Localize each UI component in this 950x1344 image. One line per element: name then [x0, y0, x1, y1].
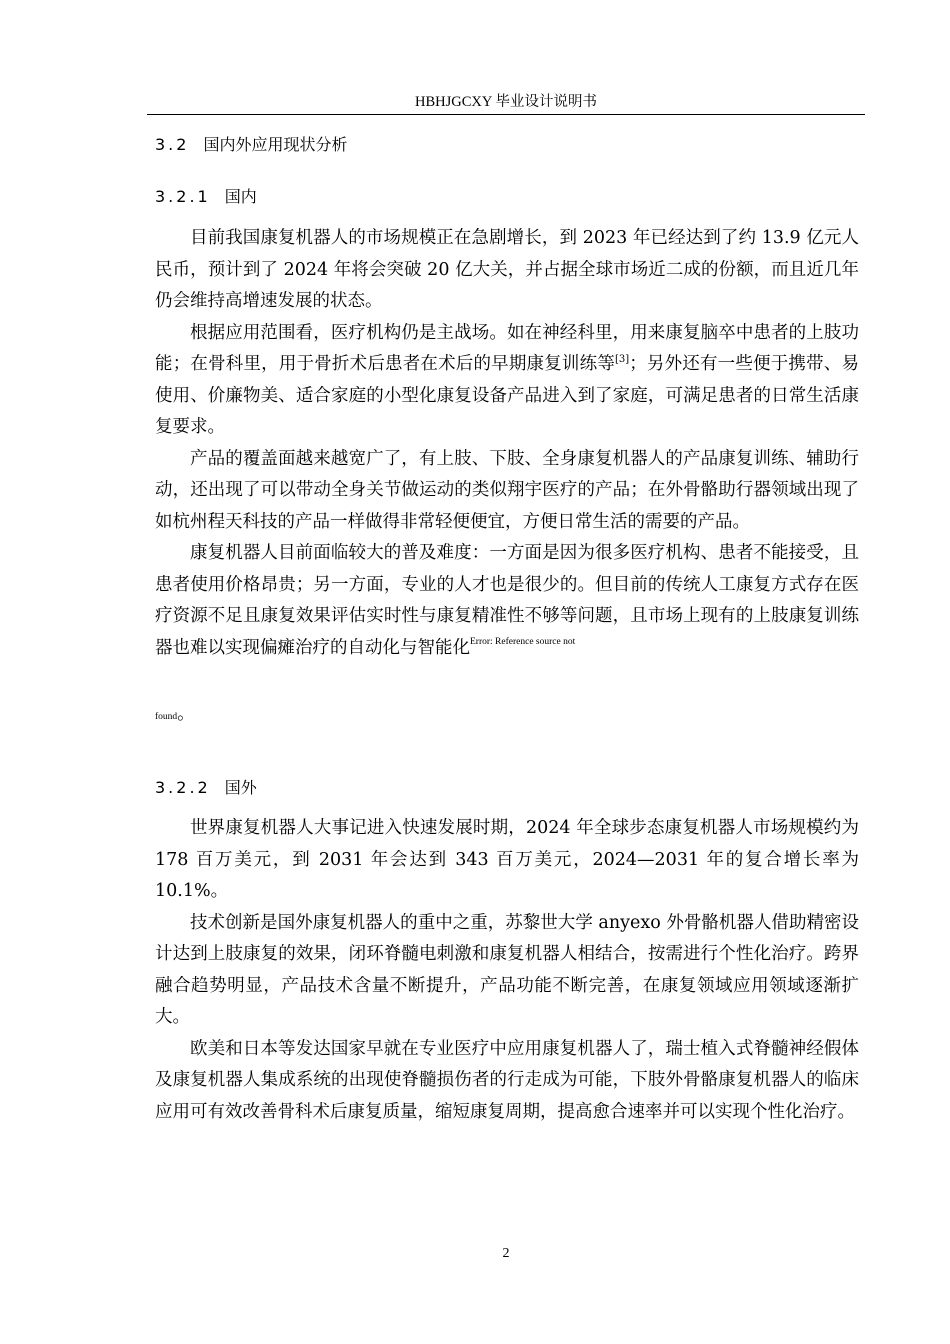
- paragraph-text: 根据应用范围看，医疗机构仍是主战场。如在神经科里，用来康复脑卒中患者的上肢功能；在骨科里，用于骨折术后患者在术后的早期康复训练等: [155, 322, 859, 374]
- domestic-section-body: [155, 223, 859, 664]
- page-number: 2: [502, 1246, 510, 1261]
- paragraph-text: 康复机器人目前面临较大的普及难度：一方面是因为很多医疗机构、患者不能接受，且患者使用价格昂贵；另一方面，专业的人才也是很少的。但目前的传统人工康复方式存在医疗资源不足且康复效果评估实时性与康复精准性不够等问题，且市场上现有的上肢康复训练器也难以实现偏瘫治疗的自动化与智能化: [155, 543, 859, 658]
- paragraph: [155, 318, 859, 444]
- section-number: 3.2: [155, 135, 190, 154]
- section-title: 国内: [224, 187, 257, 206]
- paragraph: 欧美和日本等发达国家早就在专业医疗中应用康复机器人了，瑞士植入式脊髓神经假体及康复机器人集成系统的出现使脊髓损伤者的行走成为可能，下肢外骨骼康复机器人的临床应用可有效改善骨科术后康复质量，缩短康复周期，提高愈合速率并可以实现个性化治疗。: [155, 1038, 859, 1122]
- broken-reference-text: found: [155, 712, 178, 722]
- broken-reference-continuation: [155, 700, 195, 725]
- broken-reference-text: Error: Reference source not: [470, 636, 576, 647]
- final-punctuation: 。: [177, 704, 195, 724]
- section-number: 3.2.2: [155, 778, 211, 797]
- paragraph-text: ；另外还有一些便于携带、易使用、价廉物美、适合家庭的小型化康复设备产品进入到了家庭，可满足患者的日常生活康复要求。: [155, 354, 860, 437]
- paragraph: [155, 538, 859, 664]
- section-heading-3-2: [155, 134, 347, 156]
- section-title: 国内外应用现状分析: [203, 135, 348, 154]
- section-title: 国外: [224, 778, 257, 797]
- paragraph: 世界康复机器人大事记进入快速发展时期，2024 年全球步态康复机器人市场规模约为 178 百万美元，到 2031 年会达到 343 百万美元，2024—2031 年的复合增长率为 10.1%。: [155, 818, 859, 901]
- paragraph: 技术创新是国外康复机器人的重中之重，苏黎世大学 anyexo 外骨骼机器人借助精密设计达到上肢康复的效果，闭环脊髓电刺激和康复机器人相结合，按需进行个性化治疗。跨界融合趋势明显，产品技术含量不断提升，产品功能不断完善，在康复领域应用领域逐渐扩大。: [155, 912, 859, 1027]
- paragraph: 产品的覆盖面越来越宽广了，有上肢、下肢、全身康复机器人的产品康复训练、辅助行动，还出现了可以带动全身关节做运动的类似翔宇医疗的产品；在外骨骼助行器领域出现了如杭州程天科技的产品一样做得非常轻便便宜，方便日常生活的需要的产品。: [155, 448, 859, 532]
- foreign-section-body: [155, 813, 859, 1128]
- header-rule: [147, 114, 865, 115]
- section-number: 3.2.1: [155, 187, 211, 206]
- citation-reference: [3]: [615, 354, 630, 365]
- section-heading-3-2-1: [155, 186, 257, 208]
- paragraph: 目前我国康复机器人的市场规模正在急剧增长，到 2023 年已经达到了约 13.9 亿元人民币，预计到了 2024 年将会突破 20 亿大关，并占据全球市场近二成的份额，而且近几年仍会维持高增速发展的状态。: [155, 228, 859, 311]
- section-heading-3-2-2: [155, 777, 257, 799]
- running-header: HBHJGCXY 毕业设计说明书: [415, 94, 597, 110]
